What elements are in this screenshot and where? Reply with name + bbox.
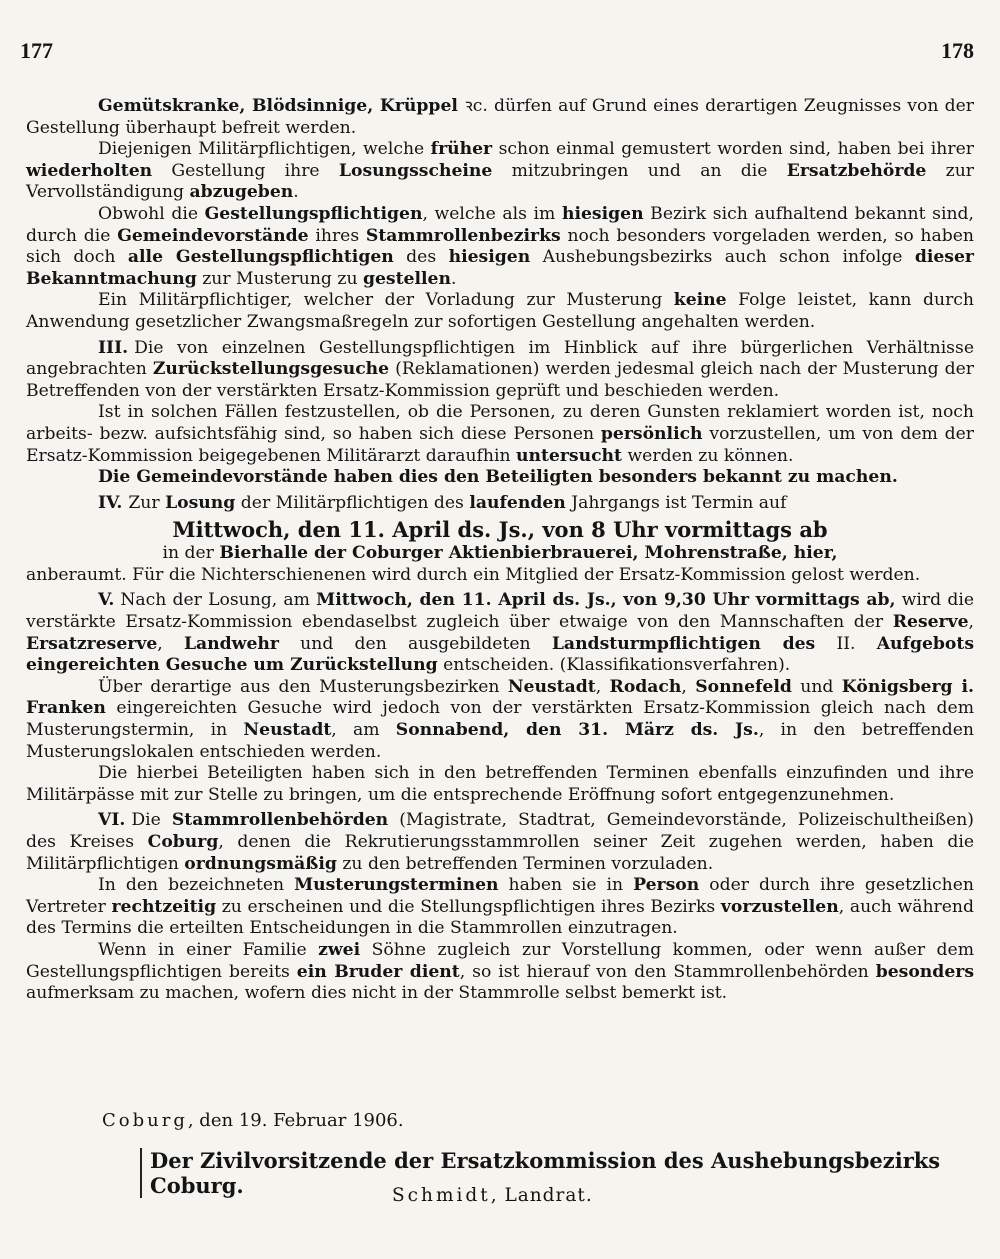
paragraph (26, 940, 974, 1005)
bold-text: Musterungsterminen (294, 875, 499, 896)
text: , welche als im (422, 203, 562, 224)
text: Folge leistet, kann durch Anwendung gesetzlicher Zwangsmaßregeln zur sofortigen Gestellung angehalten werden. (26, 290, 974, 332)
text: zu den betreffenden Terminen vorzuladen. (336, 853, 714, 874)
text: Bezirk sich aufhaltend bekannt sind, durch die (26, 203, 974, 246)
text: in der (162, 543, 220, 564)
bold-text: vorzustellen (720, 896, 839, 917)
bold-text: Stammrollenbezirks (365, 225, 561, 246)
paragraph (26, 763, 974, 806)
bold-text: Coburg (147, 832, 219, 852)
text: aufmerksam zu machen, wofern dies nicht in der Stammrolle selbst bemerkt ist. (26, 983, 728, 1004)
text: wird die verstärkte Ersatz-Kommission ebendaselbst zugleich über etwaige von den Mannschaften der (26, 590, 974, 633)
bold-text: Mittwoch, den 11. April ds. Js., von 9,30 Uhr vormittags ab, (316, 590, 896, 611)
bold-text: früher (430, 139, 493, 160)
bold-text: persönlich (600, 423, 703, 444)
bold-text: untersucht (516, 445, 622, 466)
bold-text: gestellen (362, 268, 451, 289)
text: oder durch ihre gesetzlichen Vertreter (26, 875, 974, 917)
text: zur Vervollständigung (26, 160, 974, 203)
page-number-left: 177 (20, 38, 53, 63)
bold-text: besonders (875, 961, 974, 982)
bold-text: wiederholten (26, 160, 153, 181)
text: (Reklamationen) werden jedesmal gleich nach der Musterung der Betreffenden von der verstärkten Ersatz-Kommission geprüft und beschieden werden. (26, 359, 974, 401)
place-name: Coburg (102, 1110, 188, 1131)
text: Die von einzelnen Gestellungspflichtigen im Hinblick auf ihre bürgerlichen Verhältnisse angebrachten (26, 337, 974, 380)
section-number: VI. (98, 810, 126, 831)
bold-text: Gemeindevorstände (117, 225, 309, 246)
bold-text: Gestellungspflichtigen (204, 203, 423, 224)
bold-text: Aufgebots eingereichten Gesuche um Zurückstellung (26, 633, 974, 676)
bold-text: Zurückstellungsgesuche (152, 359, 390, 380)
text: werden zu können. (622, 445, 794, 466)
text: , in den betreffenden Musterungslokalen entschieden werden. (26, 720, 974, 762)
bold-text: ein Bruder dient (296, 961, 460, 982)
paragraph (26, 139, 974, 204)
bold-text: Losungsscheine (338, 160, 493, 181)
text: Zur (128, 492, 166, 513)
bold-text: ordnungsmäßig (184, 853, 337, 874)
date-line (26, 516, 974, 543)
text: Ein Militärpflichtiger, welcher der Vorladung zur Musterung (98, 290, 674, 311)
text: des (393, 247, 449, 268)
text: und (791, 676, 842, 697)
signer-line (392, 1185, 593, 1206)
text: Obwohl die (98, 203, 205, 224)
text: ꝛc. dürfen auf Grund eines derartigen Zeugnisses von der Gestellung überhaupt befreit werden. (26, 96, 974, 138)
bold-text: Ersatzbehörde (786, 160, 927, 181)
text: Nach der Losung, am (120, 590, 317, 611)
text: . (293, 182, 299, 203)
text: der Militärpflichtigen des (235, 492, 470, 513)
bold-text: keine (673, 290, 727, 311)
text: II. (815, 633, 877, 654)
bold-text: abzugeben (189, 182, 294, 203)
paragraph (26, 565, 974, 587)
text: , (595, 676, 610, 697)
section-number: V. (98, 590, 115, 611)
bold-text: zwei (318, 939, 361, 960)
section-number: III. (98, 337, 129, 358)
text: mitzubringen und an die (492, 160, 787, 181)
section-paragraph (26, 590, 974, 676)
text: schon einmal gemustert worden sind, haben bei ihrer (492, 139, 974, 160)
text: noch besonders vorgeladen werden, so haben sich doch (26, 225, 974, 268)
bold-text: Stammrollenbehörden (171, 810, 389, 831)
bold-text: Die Gemeindevorstände haben dies den Beteiligten besonders bekannt zu machen. (98, 467, 898, 488)
closing-line (0, 1110, 1000, 1131)
text: vorzustellen, um von dem der Ersatz-Kommission beigegebenen Militärarzt daraufhin (26, 423, 974, 466)
signature-organization: Der Zivilvorsitzende der Ersatzkommission des Aushebungsbezirks Coburg. (140, 1148, 1000, 1198)
bold-text: Königsberg i. Franken (26, 676, 974, 719)
text: Jahrgangs ist Termin auf (565, 492, 787, 513)
text: , denen die Rekrutierungsstammrollen seiner Zeit zugehen werden, haben die Militärpflichtigen (26, 832, 974, 874)
signer-title: , Landrat. (490, 1185, 593, 1206)
text: Aushebungsbezirks auch schon infolge (530, 247, 915, 268)
text: (Magistrate, Stadtrat, Gemeindevorstände, Polizeischultheißen) des Kreises (26, 810, 974, 852)
section-number: IV. (98, 492, 123, 513)
text: ihres (308, 225, 366, 246)
body-text (26, 96, 974, 1005)
page-number-right: 178 (941, 38, 974, 63)
bold-text: Rodach (609, 676, 682, 697)
text: Diejenigen Militärpflichtigen, welche (98, 139, 431, 160)
text: In den bezeichneten (98, 875, 295, 896)
bold-text: Ersatzreserve (26, 633, 158, 654)
text: , auch während des Termins die erteilten Entscheidungen in die Stammrollen einzutragen. (26, 896, 975, 939)
bold-text: Losung (165, 492, 236, 513)
text: , (968, 612, 974, 633)
text: , so ist hierauf von den Stammrollenbehörden (459, 961, 876, 982)
text: Wenn in einer Familie (98, 939, 319, 960)
bold-text: dieser Bekanntmachung (26, 247, 974, 289)
bold-text: Neustadt (507, 676, 596, 697)
bold-text: Bierhalle der Coburger Aktienbierbrauerei, Mohrenstraße, hier, (219, 543, 838, 564)
paragraph (26, 402, 974, 467)
text: und den ausgebildeten (278, 633, 552, 654)
bold-text: rechtzeitig (111, 896, 217, 917)
section-paragraph (26, 810, 974, 875)
text: Die (131, 810, 172, 831)
text: zur Musterung zu (196, 268, 363, 289)
text: entscheiden. (Klassifikationsverfahren). (437, 655, 791, 676)
bold-text: hiesigen (561, 203, 644, 224)
bold-text: Person (633, 875, 700, 896)
bold-text: Sonnefeld (695, 676, 792, 697)
bold-text: Sonnabend, den 31. März ds. Js. (395, 720, 759, 741)
text: zu erscheinen und die Stellungspflichtigen ihres Bezirks (216, 896, 721, 917)
bold-text: Landsturmpflichtigen des (551, 633, 816, 654)
paragraph (26, 96, 974, 139)
text: haben sie in (498, 875, 634, 896)
text: eingereichten Gesuche wird jedoch von der verstärkten Ersatz-Kommission gleich nach dem Musterungstermin, in (26, 698, 974, 741)
text: Die hierbei Beteiligten haben sich in den betreffenden Terminen ebenfalls einzufinden und ihre Militärpässe mit zur Stelle zu bringen, um die entsprechende Eröffnung sofort entgegenzunehmen. (26, 763, 974, 805)
text: . (450, 268, 457, 289)
paragraph (26, 467, 974, 489)
signer-name: Schmidt (392, 1185, 491, 1206)
bold-text: Reserve (892, 612, 969, 633)
paragraph (26, 875, 974, 940)
text: Gestellung ihre (152, 160, 339, 181)
text: , am (331, 720, 396, 741)
bold-text: Landwehr (183, 633, 279, 654)
section-paragraph (26, 493, 974, 515)
paragraph (26, 290, 974, 333)
text: , (157, 633, 184, 654)
bold-text: alle Gestellungspflichtigen (127, 247, 394, 268)
bold-text: Neustadt (243, 720, 332, 741)
text: Ist in solchen Fällen festzustellen, ob die Personen, zu deren Gunsten reklamiert worden ist, noch arbeits- bezw. aufsichtsfähig sind, so haben sich diese Personen (26, 402, 974, 444)
bold-text: Mittwoch, den 11. April ds. Js., von 8 Uhr vormittags ab (172, 517, 828, 543)
bold-text: Gemütskranke, Blödsinnige, Krüppel (98, 96, 465, 116)
section-paragraph (26, 338, 974, 403)
bold-text: laufenden (469, 492, 566, 513)
paragraph (26, 677, 974, 763)
text: , (681, 676, 696, 697)
bold-text: hiesigen (448, 247, 531, 268)
closing-date: , den 19. Februar 1906. (187, 1110, 404, 1131)
text: Söhne zugleich zur Vorstellung kommen, oder wenn außer dem Gestellungspflichtigen bereits (26, 939, 975, 982)
location-line (26, 543, 974, 565)
text: Über derartige aus den Musterungsbezirken (98, 676, 508, 697)
text: anberaumt. Für die Nichterschienenen wird durch ein Mitglied der Ersatz-Kommission gelost werden. (26, 564, 921, 585)
paragraph (26, 204, 974, 290)
